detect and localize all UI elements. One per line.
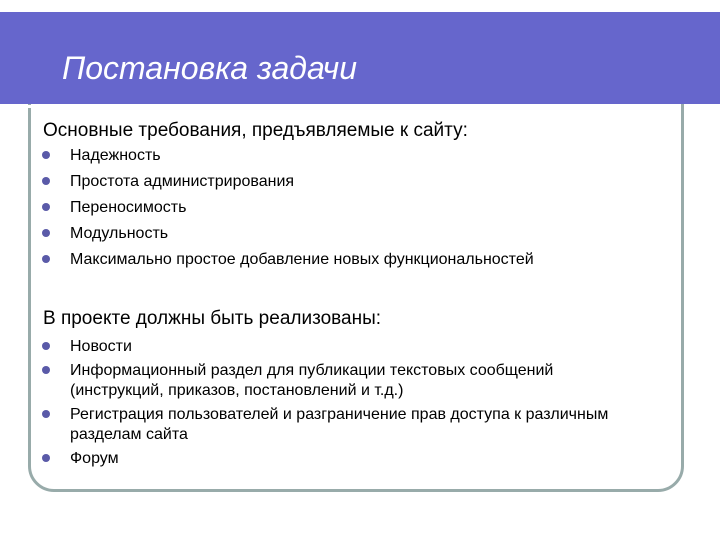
bullet-icon	[42, 203, 50, 211]
list-item: Новости	[42, 337, 642, 357]
bullet-icon	[42, 177, 50, 185]
list-item: Переносимость	[42, 198, 662, 218]
bullet-icon	[42, 410, 50, 418]
bullet-icon	[42, 255, 50, 263]
list-item: Информационный раздел для публикации текстовых сообщений (инструкций, приказов, постановлений и т.д.)	[42, 361, 590, 401]
list-item: Максимально простое добавление новых функциональностей	[42, 250, 662, 270]
features-list	[42, 337, 642, 473]
title-underline	[0, 105, 637, 108]
list-item: Форум	[42, 449, 642, 469]
title-bar	[0, 12, 720, 104]
bullet-icon	[42, 151, 50, 159]
section1-heading: Основные требования, предъявляемые к сайту:	[43, 120, 468, 141]
list-item: Модульность	[42, 224, 662, 244]
list-item: Надежность	[42, 146, 662, 166]
bullet-icon	[42, 454, 50, 462]
bullet-icon	[42, 229, 50, 237]
list-item: Простота администрирования	[42, 172, 662, 192]
slide-title: Постановка задачи	[62, 50, 357, 86]
section2-heading: В проекте должны быть реализованы:	[43, 308, 382, 329]
requirements-list	[42, 146, 662, 276]
bullet-icon	[42, 342, 50, 350]
bullet-icon	[42, 366, 50, 374]
list-item: Регистрация пользователей и разграничение прав доступа к различным разделам сайта	[42, 405, 642, 445]
